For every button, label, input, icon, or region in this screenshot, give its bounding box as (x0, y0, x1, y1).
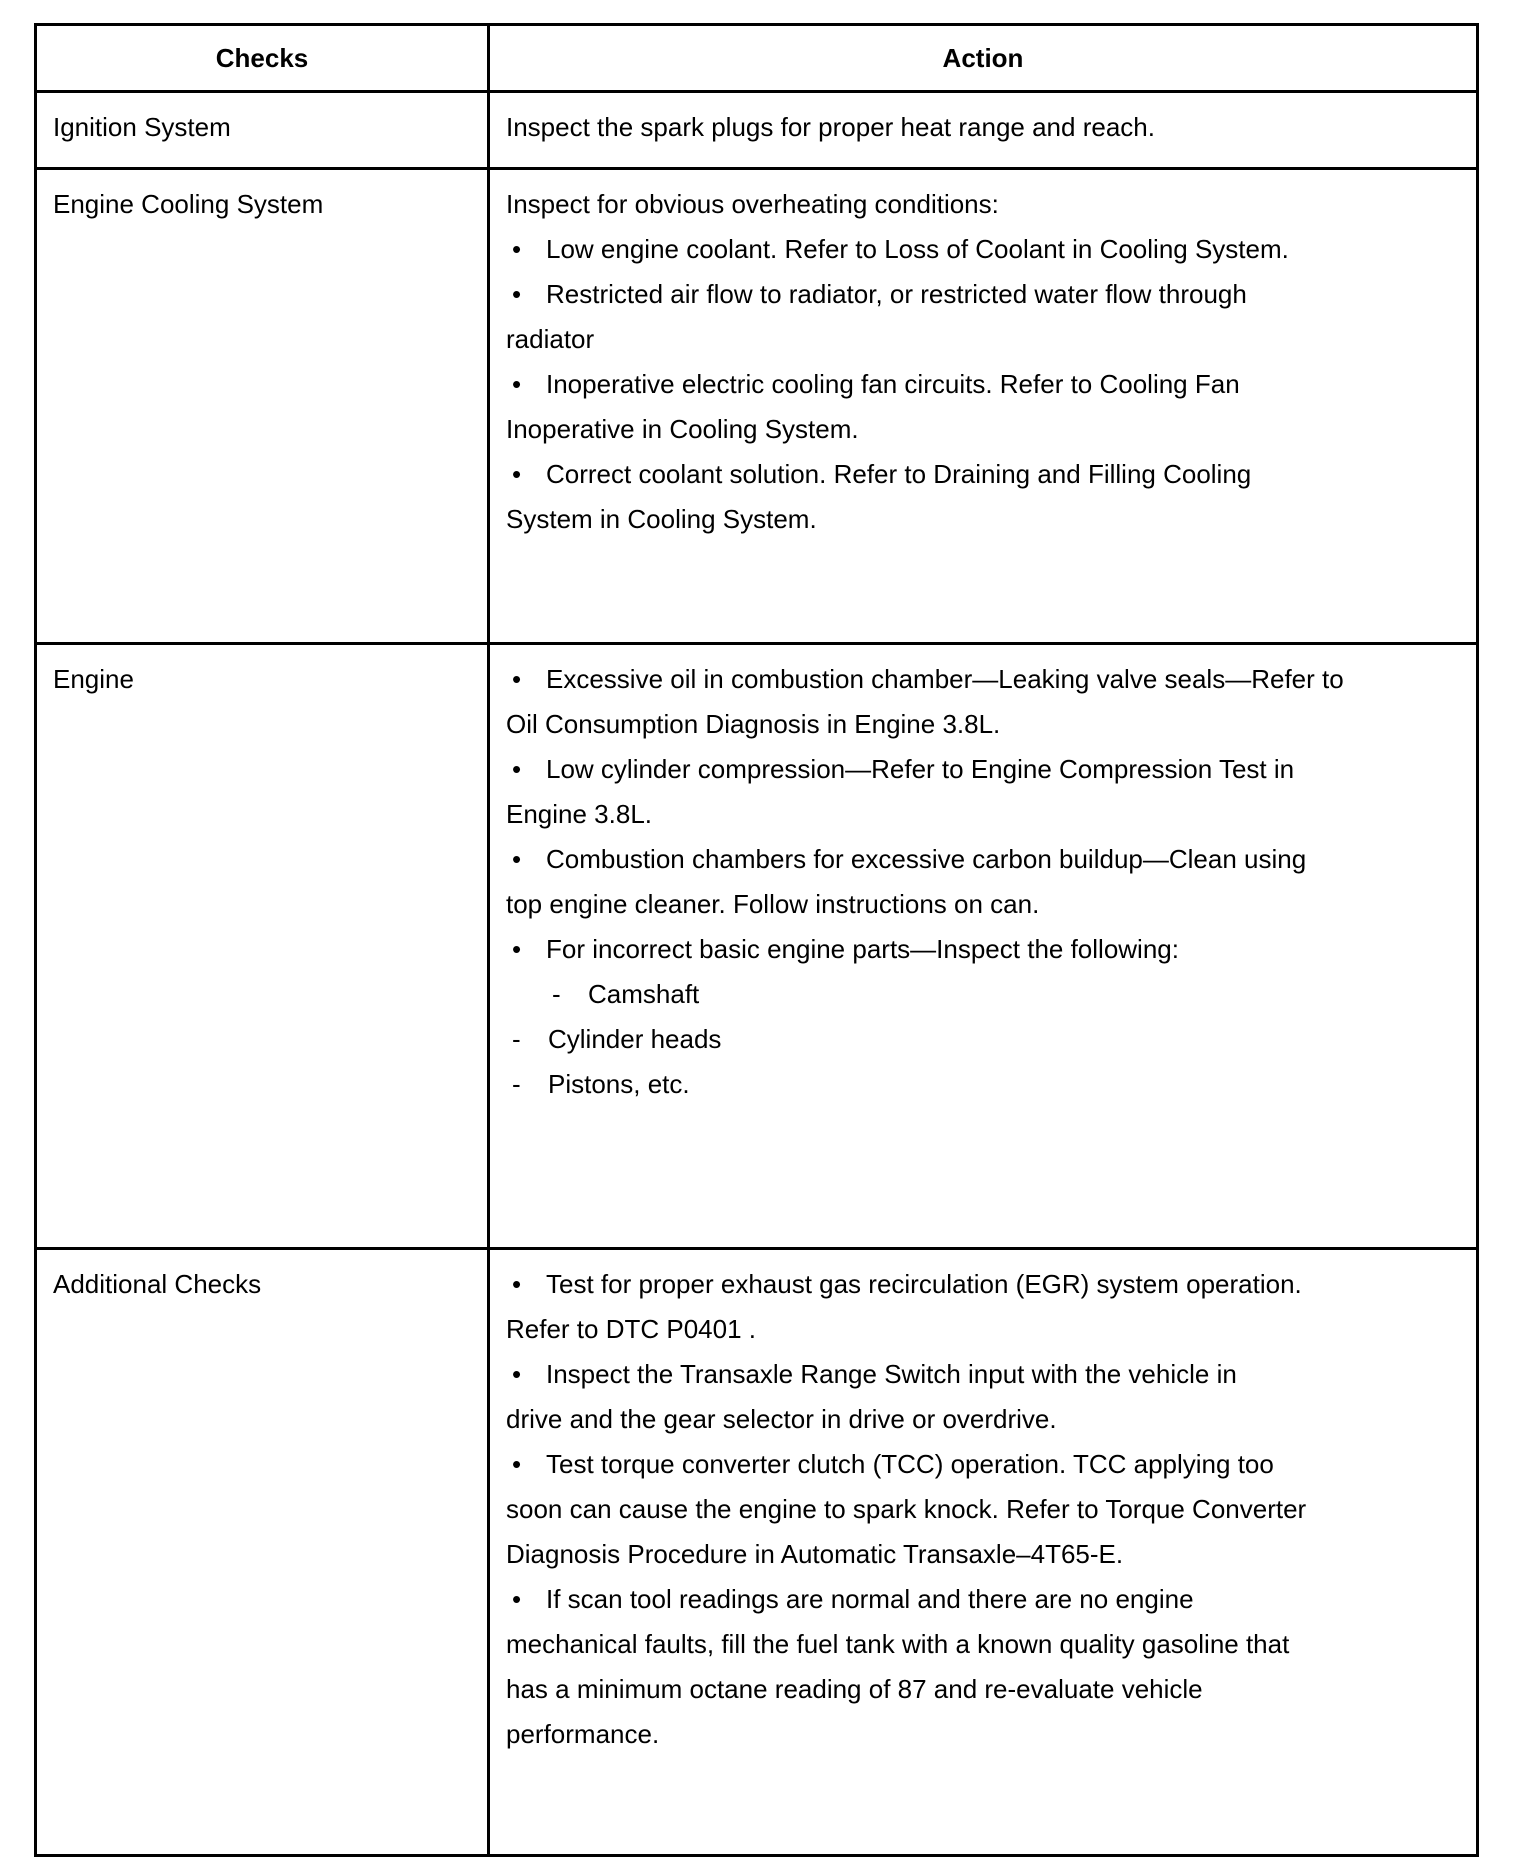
action-text-line (506, 1487, 1460, 1532)
action-text-line (506, 407, 1460, 452)
action-text: Test for proper exhaust gas recirculation (EGR) system operation. (546, 1269, 1302, 1299)
checks-action-table (34, 23, 1479, 1857)
check-cell: Ignition System (36, 92, 489, 169)
bullet-marker: • (512, 1449, 522, 1479)
bullet-item (506, 272, 1460, 317)
action-text: Inspect the spark plugs for proper heat range and reach. (506, 112, 1155, 142)
table-header-row (36, 25, 1478, 92)
check-cell: Engine (36, 644, 489, 1249)
action-text-line (506, 1712, 1460, 1757)
action-text: Cylinder heads (548, 1024, 722, 1054)
action-text: Low engine coolant. Refer to Loss of Coolant in Cooling System. (546, 234, 1289, 264)
bullet-item (506, 927, 1460, 972)
bullet-marker: • (512, 369, 522, 399)
table-row (36, 92, 1478, 169)
bullet-marker: • (512, 844, 522, 874)
table-row (36, 169, 1478, 644)
action-text: radiator (506, 324, 595, 354)
action-text-line (506, 792, 1460, 837)
bullet-marker: • (512, 1269, 522, 1299)
header-checks: Checks (36, 25, 489, 92)
dash-item (506, 1062, 1460, 1107)
bullet-item (506, 837, 1460, 882)
action-text: mechanical faults, fill the fuel tank with a known quality gasoline that (506, 1629, 1290, 1659)
bullet-item (506, 1442, 1460, 1487)
action-text: For incorrect basic engine parts—Inspect the following: (546, 934, 1179, 964)
action-text: top engine cleaner. Follow instructions on can. (506, 889, 1040, 919)
table-row (36, 1249, 1478, 1856)
table-row (36, 644, 1478, 1249)
action-text: Excessive oil in combustion chamber—Leaking valve seals—Refer to (546, 664, 1344, 694)
action-text: Inspect for obvious overheating conditions: (506, 189, 999, 219)
action-text-line (506, 497, 1460, 542)
check-cell: Engine Cooling System (36, 169, 489, 644)
action-text-line (506, 317, 1460, 362)
action-text-line (506, 1667, 1460, 1712)
dash-marker: - (512, 1024, 521, 1054)
action-text: Pistons, etc. (548, 1069, 690, 1099)
action-text: Test torque converter clutch (TCC) operation. TCC applying too (546, 1449, 1274, 1479)
action-text: soon can cause the engine to spark knock. Refer to Torque Converter (506, 1494, 1307, 1524)
bullet-item (506, 747, 1460, 792)
header-action: Action (489, 25, 1478, 92)
action-text: Refer to DTC P0401 . (506, 1314, 756, 1344)
action-text: Camshaft (588, 979, 700, 1009)
action-text: Inoperative electric cooling fan circuits. Refer to Cooling Fan (546, 369, 1240, 399)
bullet-item (506, 1352, 1460, 1397)
action-text: Inspect the Transaxle Range Switch input with the vehicle in (546, 1359, 1237, 1389)
action-text: drive and the gear selector in drive or overdrive. (506, 1404, 1057, 1434)
bullet-marker: • (512, 234, 522, 264)
bullet-item (506, 1577, 1460, 1622)
action-text: Correct coolant solution. Refer to Draining and Filling Cooling (546, 459, 1252, 489)
check-cell: Additional Checks (36, 1249, 489, 1856)
dash-item (506, 972, 1460, 1017)
action-text: Low cylinder compression—Refer to Engine Compression Test in (546, 754, 1295, 784)
dash-item (506, 1017, 1460, 1062)
bullet-marker: • (512, 279, 522, 309)
action-cell (489, 644, 1478, 1249)
action-text: Restricted air flow to radiator, or restricted water flow through (546, 279, 1247, 309)
bullet-marker: • (512, 1584, 522, 1614)
action-cell (489, 169, 1478, 644)
action-text-line (506, 882, 1460, 927)
bullet-marker: • (512, 754, 522, 784)
action-text-line (506, 1307, 1460, 1352)
dash-marker: - (512, 1069, 521, 1099)
action-cell (489, 92, 1478, 169)
bullet-marker: • (512, 664, 522, 694)
action-cell (489, 1249, 1478, 1856)
bullet-item (506, 362, 1460, 407)
action-text: Engine 3.8L. (506, 799, 653, 829)
action-text: System in Cooling System. (506, 504, 817, 534)
bullet-item (506, 657, 1460, 702)
dash-marker: - (552, 979, 561, 1009)
action-text: If scan tool readings are normal and there are no engine (546, 1584, 1194, 1614)
action-text: Combustion chambers for excessive carbon buildup—Clean using (546, 844, 1307, 874)
action-text-line (506, 1397, 1460, 1442)
action-text: performance. (506, 1719, 660, 1749)
action-text: Oil Consumption Diagnosis in Engine 3.8L. (506, 709, 1001, 739)
bullet-item (506, 227, 1460, 272)
action-text-line (506, 1622, 1460, 1667)
bullet-item (506, 452, 1460, 497)
bullet-marker: • (512, 1359, 522, 1389)
action-text-line (506, 105, 1460, 150)
bullet-marker: • (512, 934, 522, 964)
action-text-line (506, 702, 1460, 747)
action-text-line (506, 182, 1460, 227)
bullet-item (506, 1262, 1460, 1307)
bullet-marker: • (512, 459, 522, 489)
action-text: Inoperative in Cooling System. (506, 414, 859, 444)
action-text: Diagnosis Procedure in Automatic Transaxle–4T65-E. (506, 1539, 1124, 1569)
action-text-line (506, 1532, 1460, 1577)
action-text: has a minimum octane reading of 87 and re-evaluate vehicle (506, 1674, 1203, 1704)
